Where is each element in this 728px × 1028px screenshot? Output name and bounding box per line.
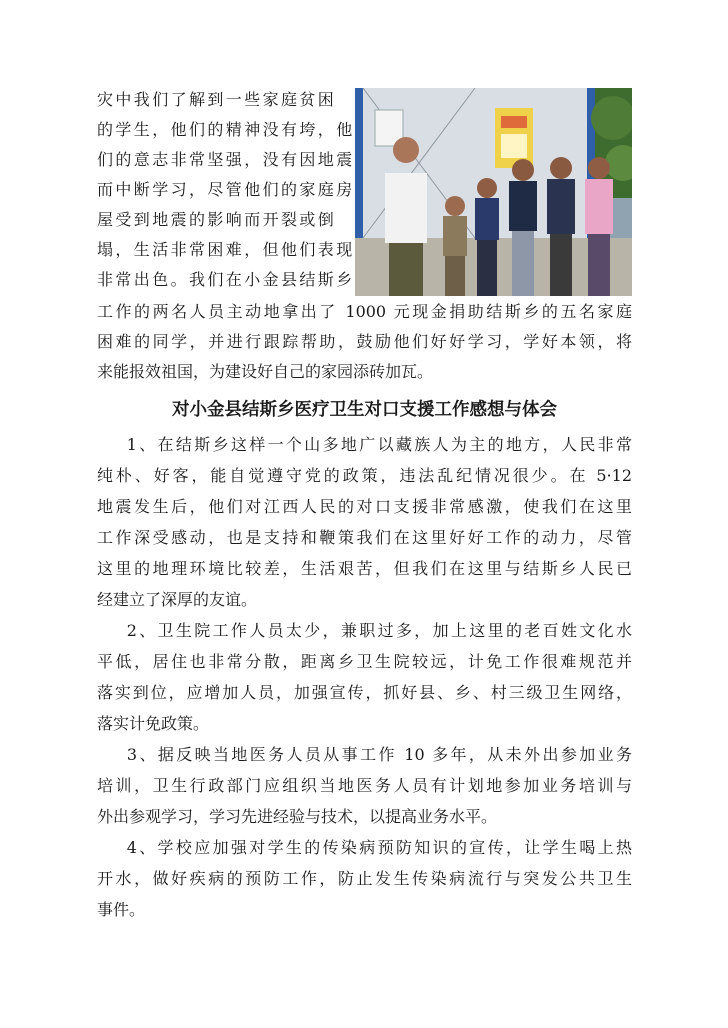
- para3-line: 3、据反映当地医务人员从事工作 10 多年，从未外出参加业务: [97, 745, 632, 764]
- para2-line: 落实到位，应增加人员，加强宣传，抓好县、乡、村三级卫生网络，: [97, 683, 632, 702]
- intro-line: 灾中我们了解到一些家庭贫困: [97, 90, 337, 109]
- group-photo: [355, 88, 632, 296]
- para4-line: 4、学校应加强对学生的传染病预防知识的宣传，让学生喝上热: [97, 838, 632, 857]
- section-heading: 对小金县结斯乡医疗卫生对口支援工作感想与体会: [172, 400, 557, 420]
- para1-line: 经建立了深厚的友谊。: [97, 590, 258, 609]
- para1-line: 工作深受感动，也是支持和鞭策我们在这里好好工作的动力，尽管: [97, 528, 632, 547]
- intro-line: 们的意志非常坚强，没有因地震: [97, 150, 355, 169]
- para4-line: 事件。: [97, 900, 146, 919]
- para2-line: 平低，居住也非常分散，距离乡卫生院较远，计免工作很难规范并: [97, 652, 632, 671]
- para1-line: 1、在结斯乡这样一个山多地广以藏族人为主的地方，人民非常: [97, 435, 632, 454]
- para1-line: 这里的地理环境比较差，生活艰苦，但我们在这里与结斯乡人民已: [97, 559, 632, 578]
- intro-line: 的学生，他们的精神没有垮，他: [97, 120, 355, 139]
- intro-line: 塌，生活非常困难，但他们表现: [97, 240, 355, 259]
- intro-line: 非常出色。我们在小金县结斯乡: [97, 270, 355, 289]
- para4-line: 开水，做好疾病的预防工作，防止发生传染病流行与突发公共卫生: [97, 869, 632, 888]
- para3-line: 外出参观学习，学习先进经验与技术，以提高业务水平。: [97, 807, 498, 826]
- para2-line: 落实计免政策。: [97, 714, 210, 733]
- body-line: 来能报效祖国，为建设好自己的家园添砖加瓦。: [97, 362, 434, 381]
- para1-line: 纯朴、好客，能自觉遵守党的政策，违法乱纪情况很少。在 5·12: [97, 466, 632, 485]
- intro-line: 而中断学习，尽管他们的家庭房: [97, 180, 355, 199]
- intro-line: 屋受到地震的影响而开裂或倒: [97, 210, 337, 229]
- para1-line: 地震发生后，他们对江西人民的对口支援非常感激，使我们在这里: [97, 497, 632, 516]
- para3-line: 培训，卫生行政部门应组织当地医务人员有计划地参加业务培训与: [97, 776, 632, 795]
- body-line: 困难的同学，并进行跟踪帮助，鼓励他们好好学习，学好本领，将: [97, 332, 632, 351]
- body-line: 工作的两名人员主动地拿出了 1000 元现金捐助结斯乡的五名家庭: [97, 302, 632, 321]
- para2-line: 2、卫生院工作人员太少，兼职过多，加上这里的老百姓文化水: [97, 621, 632, 640]
